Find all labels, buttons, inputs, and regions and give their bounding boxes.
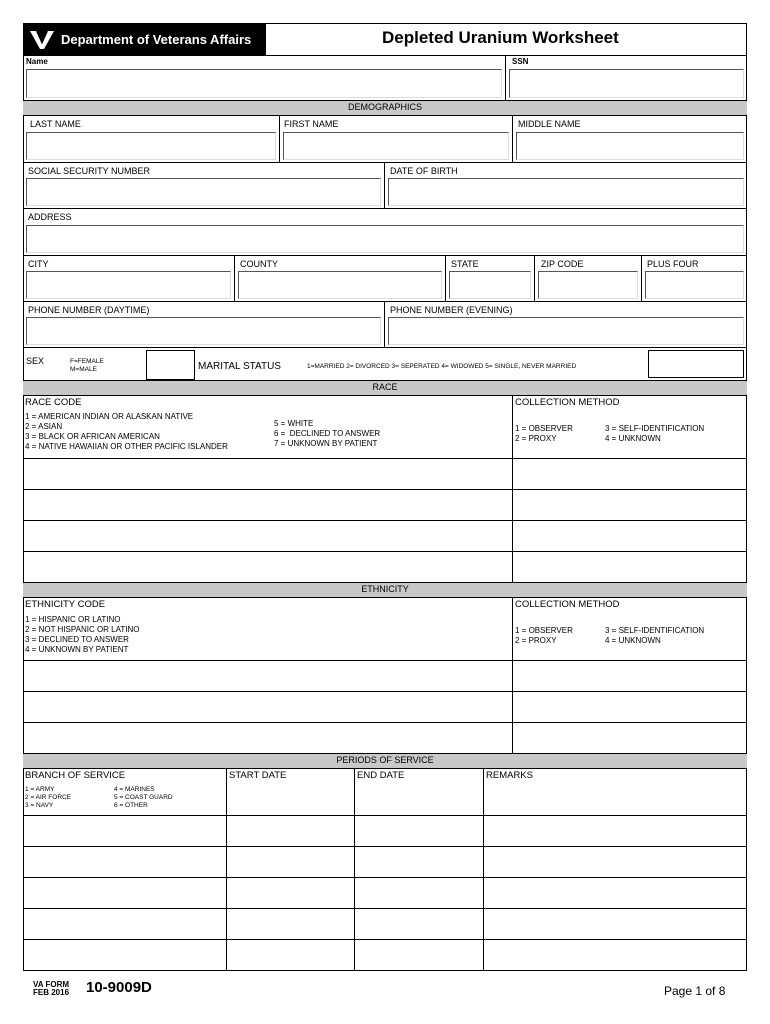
service-entry-row[interactable]: [24, 878, 746, 908]
agency-banner: [23, 23, 266, 55]
sex-options: F=FEMALE M=MALE: [70, 358, 104, 373]
ethnicity-method-label: COLLECTION METHOD: [515, 599, 620, 610]
form-number: 10-9009D: [86, 979, 152, 996]
sex-label: SEX: [26, 356, 45, 366]
race-codes-right: 5 = WHITE 6 = DECLINED TO ANSWER 7 = UNKNOWN BY PATIENT: [274, 419, 381, 448]
dob-label: DATE OF BIRTH: [390, 166, 458, 176]
first-name-label: FIRST NAME: [284, 119, 339, 129]
last-name-field[interactable]: [26, 132, 276, 160]
county-label: COUNTY: [240, 259, 278, 269]
first-name-field[interactable]: [283, 132, 509, 160]
race-method-label: COLLECTION METHOD: [515, 397, 620, 408]
branch-codes-right: 4 = MARINES 5 = COAST GUARD 6 = OTHER: [114, 786, 173, 809]
ssn-field[interactable]: [509, 69, 744, 98]
race-code-label: RACE CODE: [25, 397, 82, 408]
race-code-entry-3[interactable]: [24, 521, 512, 551]
service-entry-row[interactable]: [24, 940, 746, 970]
ethnicity-code-label: ETHNICITY CODE: [25, 599, 106, 610]
demographics-header: DEMOGRAPHICS: [23, 100, 747, 116]
ssn-full-label: SOCIAL SECURITY NUMBER: [28, 166, 151, 176]
phone-day-field[interactable]: [26, 317, 381, 345]
dob-field[interactable]: [388, 178, 744, 206]
zip-field[interactable]: [538, 271, 638, 299]
race-method-right: 3 = SELF-IDENTIFICATION 4 = UNKNOWN: [605, 424, 705, 443]
city-label: CITY: [28, 259, 49, 269]
middle-name-field[interactable]: [516, 132, 744, 160]
marital-field[interactable]: [648, 350, 744, 378]
race-code-entry-4[interactable]: [24, 552, 512, 582]
sex-field[interactable]: [146, 350, 195, 380]
va-form-label: VA FORM FEB 2016: [33, 980, 70, 997]
va-logo-icon: [28, 27, 56, 51]
form-title: Depleted Uranium Worksheet: [382, 28, 619, 47]
ssn-full-field[interactable]: [26, 178, 381, 206]
service-entry-row[interactable]: [24, 847, 746, 877]
race-method-entry-4[interactable]: [513, 552, 746, 582]
middle-name-label: MIDDLE NAME: [518, 119, 581, 129]
ethnicity-method-entry-2[interactable]: [513, 692, 746, 722]
race-method-entry-3[interactable]: [513, 521, 746, 551]
zip-label: ZIP CODE: [541, 259, 584, 269]
start-date-label: START DATE: [229, 770, 287, 781]
name-field[interactable]: [26, 69, 502, 98]
ssn-label: SSN: [512, 57, 529, 66]
race-code-entry-1[interactable]: [24, 459, 512, 489]
branch-label: BRANCH OF SERVICE: [25, 770, 126, 781]
ethnicity-method-right: 3 = SELF-IDENTIFICATION 4 = UNKNOWN: [605, 626, 705, 645]
race-codes-left: 1 = AMERICAN INDIAN OR ALASKAN NATIVE 2 = ASIAN 3 = BLACK OR AFRICAN AMERICAN 4 = NATIVE HAWAIIAN OR OTHER PACIFIC ISLANDER: [25, 412, 228, 451]
phone-day-label: PHONE NUMBER (DAYTIME): [28, 305, 150, 315]
phone-eve-label: PHONE NUMBER (EVENING): [390, 305, 513, 315]
race-method-entry-1[interactable]: [513, 459, 746, 489]
name-label: Name: [26, 57, 48, 66]
marital-label: MARITAL STATUS: [198, 361, 281, 372]
page-number: Page 1 of 8: [664, 984, 726, 998]
race-code-entry-2[interactable]: [24, 490, 512, 520]
service-entry-row[interactable]: [24, 816, 746, 846]
race-header: RACE: [23, 380, 747, 396]
ethnicity-method-entry-3[interactable]: [513, 723, 746, 753]
ethnicity-codes: 1 = HISPANIC OR LATINO 2 = NOT HISPANIC OR LATINO 3 = DECLINED TO ANSWER 4 = UNKNOWN BY PATIENT: [25, 615, 140, 654]
state-field[interactable]: [449, 271, 531, 299]
address-field[interactable]: [26, 225, 744, 253]
ethnicity-method-left: 1 = OBSERVER 2 = PROXY: [515, 626, 573, 645]
last-name-label: LAST NAME: [30, 119, 81, 129]
service-entry-row[interactable]: [24, 909, 746, 939]
county-field[interactable]: [238, 271, 442, 299]
branch-codes-left: 1 = ARMY 2 = AIR FORCE 3 = NAVY: [25, 786, 72, 809]
ethnicity-code-entry-3[interactable]: [24, 723, 512, 753]
ethnicity-method-entry-1[interactable]: [513, 661, 746, 691]
plus-four-label: PLUS FOUR: [647, 259, 699, 269]
plus-four-field[interactable]: [645, 271, 744, 299]
ethnicity-code-entry-2[interactable]: [24, 692, 512, 722]
address-label: ADDRESS: [28, 212, 72, 222]
end-date-label: END DATE: [357, 770, 405, 781]
state-label: STATE: [451, 259, 479, 269]
marital-options: 1=MARRIED 2= DIVORCED 3= SEPERATED 4= WIDOWED 5= SINGLE, NEVER MARRIED: [307, 363, 577, 370]
ethnicity-header: ETHNICITY: [23, 582, 747, 598]
ethnicity-code-entry-1[interactable]: [24, 661, 512, 691]
remarks-label: REMARKS: [486, 770, 533, 781]
phone-eve-field[interactable]: [388, 317, 744, 345]
agency-name: Department of Veterans Affairs: [61, 32, 252, 47]
service-header: PERIODS OF SERVICE: [23, 753, 747, 769]
race-method-entry-2[interactable]: [513, 490, 746, 520]
city-field[interactable]: [26, 271, 231, 299]
race-method-left: 1 = OBSERVER 2 = PROXY: [515, 424, 573, 443]
